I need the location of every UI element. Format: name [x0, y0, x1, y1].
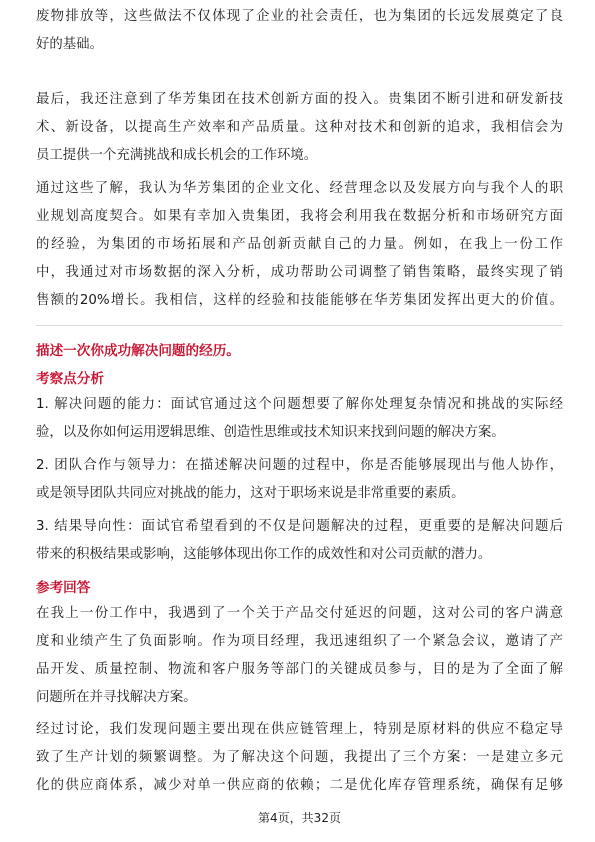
- intro-line-3: 最后，我还注意到了华芳集团在技术创新方面的投入。贵集团不断引进和研发新技: [36, 92, 563, 107]
- page-number-footer: 第4页，共32页: [258, 811, 341, 825]
- intro-line-4: 术、新设备，以提高生产效率和产品质量。这种对技术和创新的追求，我相信会为: [36, 120, 563, 135]
- answer-line-1: 在我上一份工作中，我遇到了一个关于产品交付延迟的问题，这对公司的客户满意: [36, 606, 563, 621]
- intro-line-2: 好的基础。: [36, 37, 103, 52]
- answer-heading: 参考回答: [36, 580, 91, 596]
- section-divider: [36, 325, 563, 326]
- answer-line-3: 品开发、质量控制、物流和客户服务等部门的关键成员参与，目的是为了全面了解: [36, 662, 563, 677]
- answer-line-5: 经过讨论，我们发现问题主要出现在供应链管理上，特别是原材料的供应不稳定导: [36, 722, 563, 737]
- analysis-line-3: 2. 团队合作与领导力：在描述解决问题的过程中，你是否能够展现出与他人协作，: [36, 458, 563, 473]
- intro-line-10: 售额的20%增长。我相信，这样的经验和技能能够在华芳集团发挥出更大的价值。: [36, 293, 563, 308]
- intro-line-1: 废物排放等，这些做法不仅体现了企业的社会责任，也为集团的长远发展奠定了良: [36, 9, 563, 24]
- analysis-line-4: 或是领导团队共同应对挑战的能力，这对于职场来说是非常重要的素质。: [36, 486, 465, 501]
- intro-line-8: 的经验，为集团的市场拓展和产品创新贡献自己的力量。例如，在我上一份工作: [36, 237, 563, 252]
- analysis-line-1: 1. 解决问题的能力：面试官通过这个问题想要了解你处理复杂情况和挑战的实际经: [36, 397, 563, 412]
- document-page: [36, 0, 563, 842]
- answer-line-6: 致了生产计划的频繁调整。为了解决这个问题，我提出了三个方案：一是建立多元: [36, 750, 563, 765]
- intro-line-6: 通过这些了解，我认为华芳集团的企业文化、经营理念以及发展方向与我个人的职: [36, 181, 563, 196]
- analysis-heading: 考察点分析: [36, 371, 104, 387]
- analysis-line-2: 验，以及你如何运用逻辑思维、创造性思维或技术知识来找到问题的解决方案。: [36, 425, 505, 440]
- intro-line-5: 员工提供一个充满挑战和成长机会的工作环境。: [36, 148, 318, 163]
- answer-line-4: 问题所在并寻找解决方案。: [36, 690, 197, 705]
- answer-line-2: 度和业绩产生了负面影响。作为项目经理，我迅速组织了一个紧急会议，邀请了产: [36, 634, 563, 649]
- analysis-line-6: 带来的积极结果或影响，这能够体现出你工作的成效性和对公司贡献的潜力。: [36, 547, 492, 562]
- analysis-line-5: 3. 结果导向性：面试官希望看到的不仅是问题解决的过程，更重要的是解决问题后: [36, 519, 563, 534]
- answer-line-7: 化的供应商体系，减少对单一供应商的依赖；二是优化库存管理系统，确保有足够: [36, 778, 563, 793]
- intro-line-7: 业规划高度契合。如果有幸加入贵集团，我将会利用我在数据分析和市场研究方面: [36, 209, 563, 224]
- question-heading: 描述一次你成功解决问题的经历。: [36, 343, 240, 359]
- intro-line-9: 中，我通过对市场数据的深入分析，成功帮助公司调整了销售策略，最终实现了销: [36, 265, 563, 280]
